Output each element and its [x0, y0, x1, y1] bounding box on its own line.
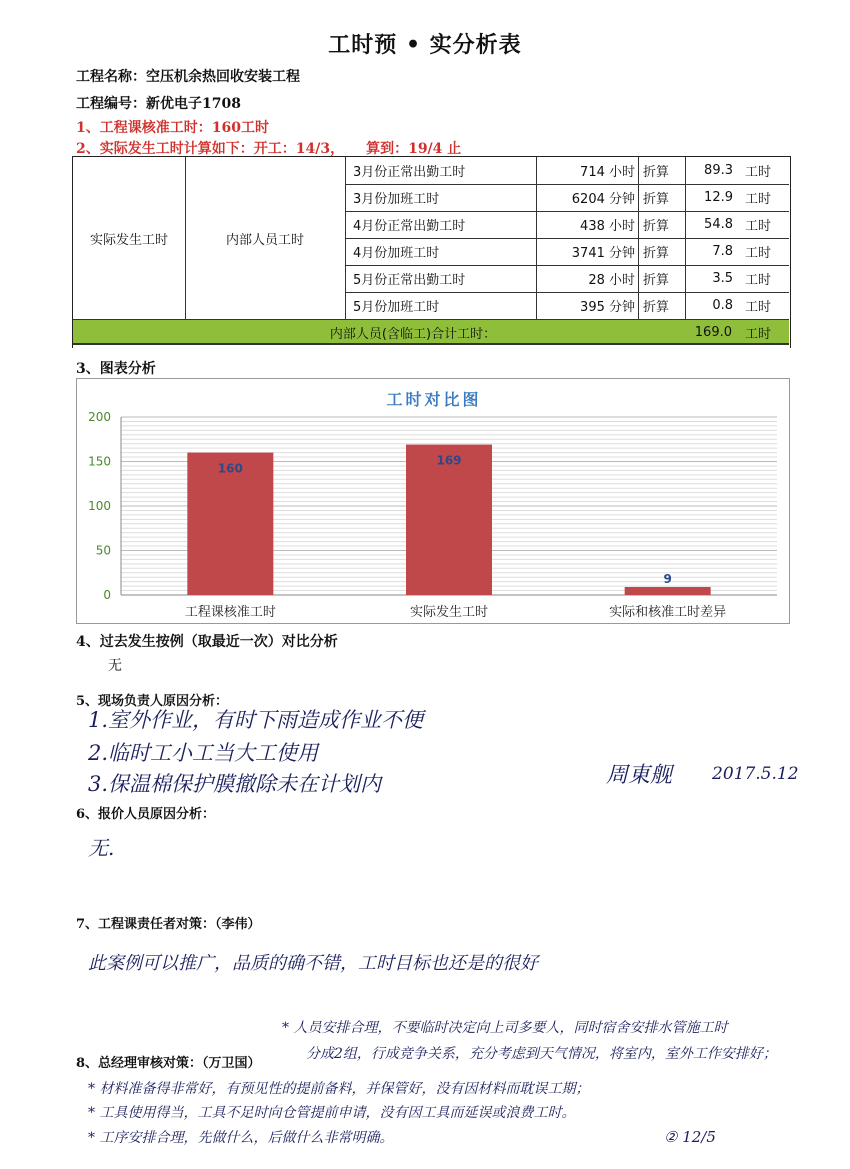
row-value: 89.3	[704, 163, 733, 178]
row-conv: 折算	[643, 273, 670, 288]
row-conv: 折算	[643, 300, 670, 315]
signature: 周東舰	[606, 763, 673, 788]
gm-note-2: 分成2组，行成竞争关系，充分考虑到天气情况，将室内，室外工作安排好；	[306, 1046, 777, 1062]
row-value: 3.5	[712, 271, 733, 286]
row-item: 3月份正常出勤工时	[353, 165, 466, 180]
signature-date: 2017.5.12	[712, 764, 799, 784]
row-amount: 714 小时	[580, 165, 635, 180]
row-unit: 工时	[745, 273, 772, 288]
row-unit: 工时	[745, 165, 772, 180]
section-5-heading: 5、现场负责人原因分析：	[76, 694, 229, 709]
section-6-answer: 无.	[88, 836, 115, 860]
row-unit: 工时	[745, 300, 772, 315]
bar-chart	[77, 379, 791, 625]
row-value: 7.8	[712, 244, 733, 259]
row-amount: 438 小时	[580, 219, 635, 234]
section-7-heading: 7、工程课责任者对策：（李伟）	[76, 917, 261, 932]
section-8-heading: 8、总经理审核对策：（万卫国）	[76, 1056, 261, 1071]
gm-mark: ② 12/5	[664, 1128, 716, 1146]
end-date: 算到：19/4 止	[366, 141, 462, 157]
row-amount: 395 分钟	[580, 300, 635, 315]
actual-hours-line	[76, 138, 461, 158]
project-name-label: 工程名称：	[76, 69, 146, 85]
section-6-heading: 6、报价人员原因分析：	[76, 807, 216, 822]
bar-value-label: 169	[436, 453, 462, 468]
row-item: 5月份正常出勤工时	[353, 273, 466, 288]
project-code: 新优电子1708	[146, 96, 241, 112]
y-tick-label: 50	[95, 543, 111, 558]
row-value: 54.8	[704, 217, 733, 232]
project-name: 空压机余热回收安装工程	[146, 69, 300, 85]
y-tick-label: 0	[103, 588, 111, 602]
row-item: 3月份加班工时	[353, 192, 440, 207]
row-value: 12.9	[704, 190, 733, 205]
row-conv: 折算	[643, 246, 670, 261]
total-row	[73, 319, 789, 345]
total-value: 169.0	[694, 324, 732, 340]
row-conv: 折算	[643, 165, 670, 180]
row-unit: 工时	[745, 246, 772, 261]
total-label: 内部人员(含临工)合计工时：	[329, 326, 497, 342]
start-date: 2、实际发生工时计算如下：开工：14/3，	[76, 141, 345, 157]
project-code-line	[76, 93, 241, 113]
row-amount: 6204 分钟	[571, 192, 635, 207]
bar	[625, 587, 711, 595]
reason-3: 3.保温棉保护膜撤除未在计划内	[88, 772, 382, 796]
y-tick-label: 200	[88, 410, 111, 424]
row-item: 4月份加班工时	[353, 246, 440, 261]
hours-table	[72, 156, 791, 348]
approved-hours-line: 1、工程课核准工时：160工时	[76, 120, 269, 136]
x-category-label: 工程课核准工时	[184, 605, 276, 620]
gm-note-5: * 工序安排合理，先做什么，后做什么非常明确。	[88, 1130, 394, 1146]
chart-frame	[76, 378, 790, 624]
bar-value-label: 160	[217, 461, 243, 476]
row-amount: 28 小时	[588, 273, 635, 288]
section-7-answer: 此案例可以推广，品质的确不错，工时目标也还是的很好	[88, 953, 538, 974]
row-conv: 折算	[643, 219, 670, 234]
project-code-label: 工程编号：	[76, 96, 146, 112]
bar-value-label: 9	[663, 571, 672, 586]
row-item: 4月份正常出勤工时	[353, 219, 466, 234]
row-unit: 工时	[745, 192, 772, 207]
y-tick-label: 100	[88, 499, 111, 513]
section-4-answer: 无	[108, 658, 122, 674]
section-4-heading: 4、过去发生按例（取最近一次）对比分析	[76, 634, 338, 650]
document-title: 工时预 • 实分析表	[328, 32, 522, 58]
reason-1: 1.室外作业，有时下雨造成作业不便	[88, 708, 424, 732]
gm-note-3: * 材料准备得非常好，有预见性的提前备料，并保管好，没有因材料而耽误工期；	[88, 1081, 590, 1097]
row-amount: 3741 分钟	[571, 246, 635, 261]
x-category-label: 实际发生工时	[409, 605, 489, 620]
project-name-line	[76, 66, 300, 86]
internal-staff-header: 内部人员工时	[225, 232, 304, 248]
gm-note-1: * 人员安排合理，不要临时决定向上司多要人，同时宿舍安排水管施工时	[282, 1020, 728, 1036]
x-category-label: 实际和核准工时差异	[609, 605, 727, 620]
total-unit: 工时	[745, 326, 772, 342]
row-conv: 折算	[643, 192, 670, 207]
row-value: 0.8	[712, 298, 733, 313]
gm-note-4: * 工具使用得当，工具不足时向仓管提前申请，没有因工具而延误或浪费工时。	[88, 1105, 576, 1121]
row-item: 5月份加班工时	[353, 300, 440, 315]
row-unit: 工时	[745, 219, 772, 234]
section-3-heading: 3、图表分析	[76, 361, 156, 377]
reason-2: 2.临时工小工当大工使用	[88, 741, 319, 765]
chart-title: 工时对比图	[386, 390, 482, 409]
y-tick-label: 150	[88, 454, 111, 469]
actual-hours-header: 实际发生工时	[89, 232, 168, 248]
